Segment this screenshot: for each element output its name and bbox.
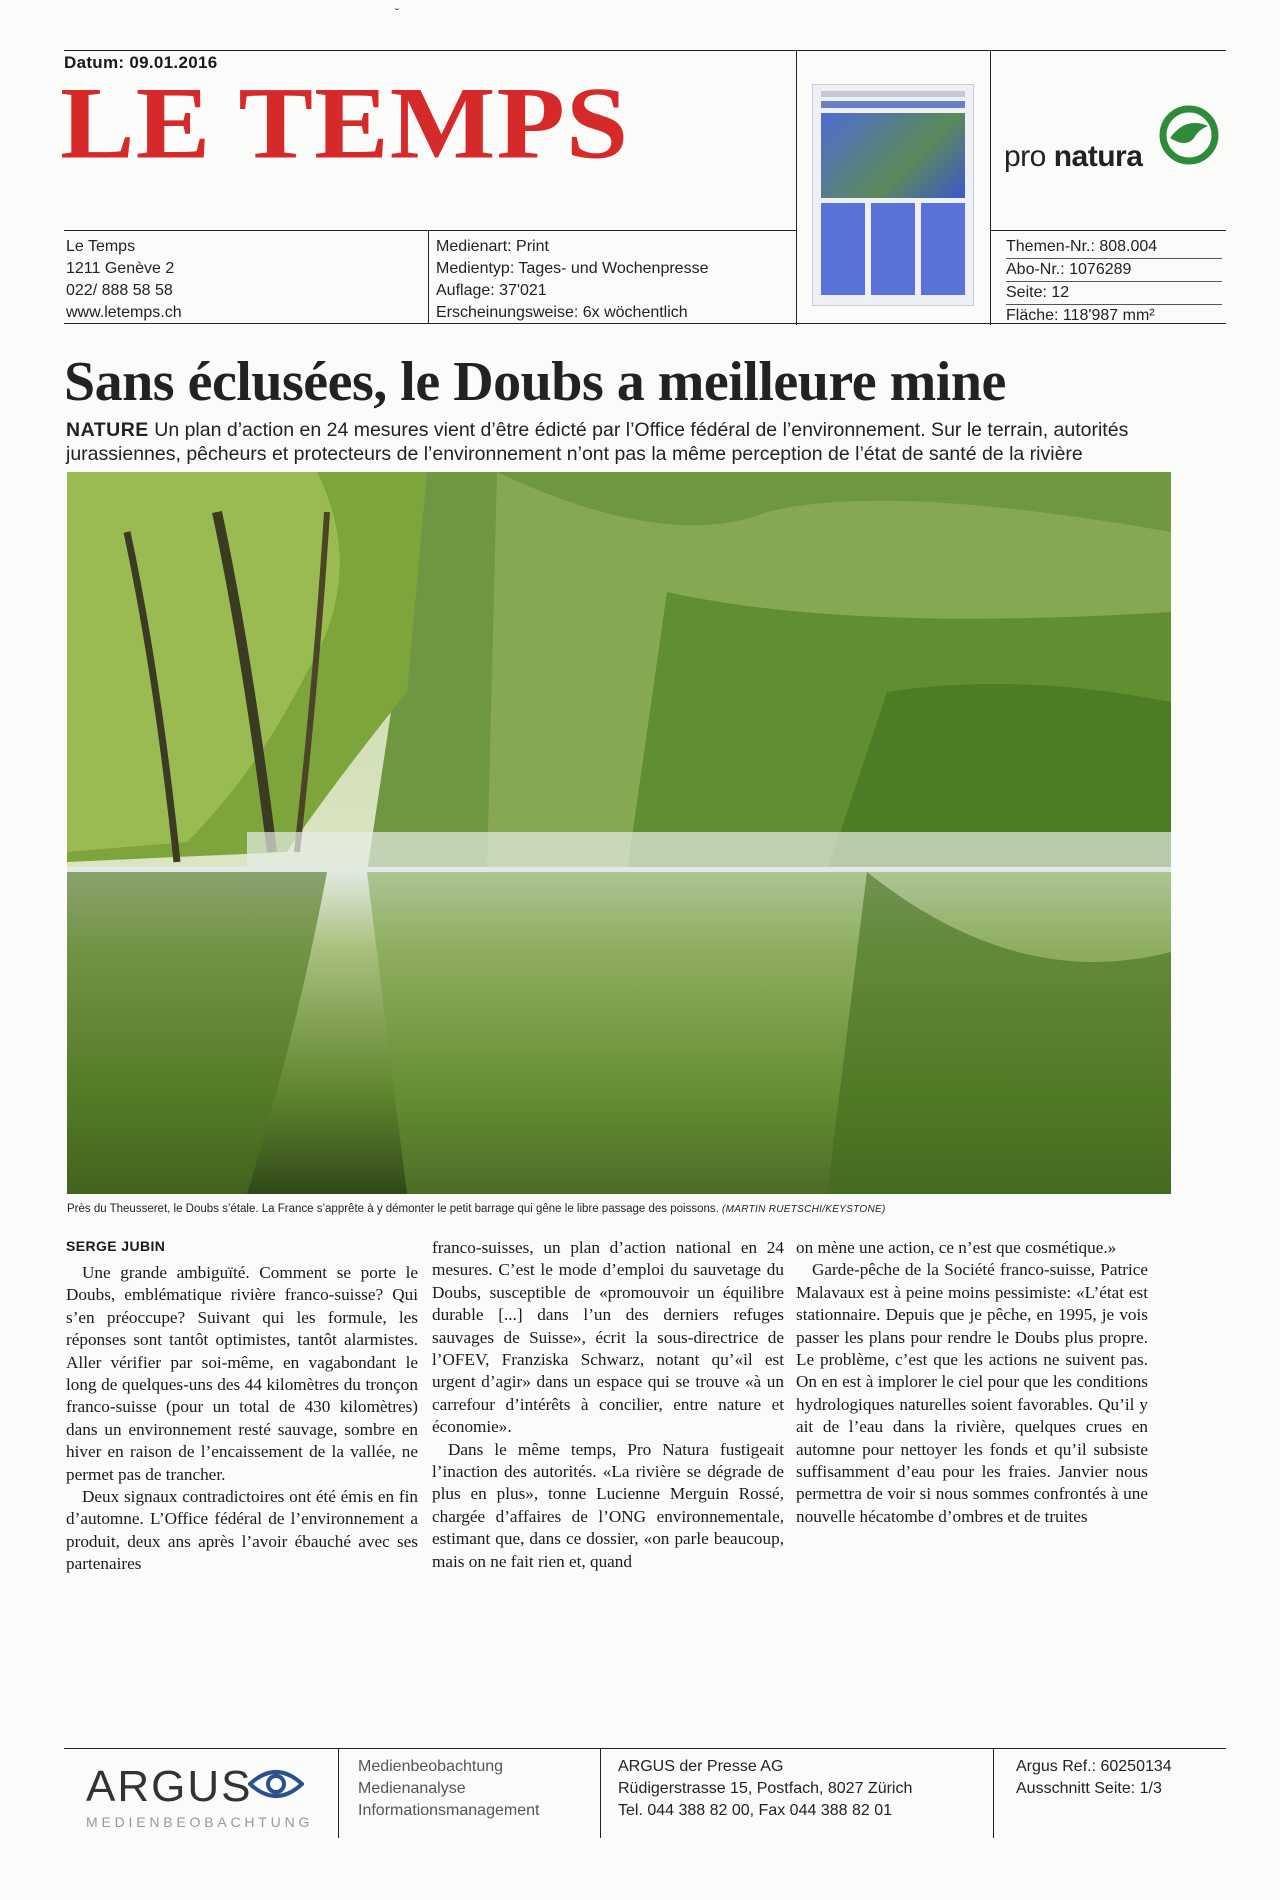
media-circulation: Auflage: 37'021 <box>436 282 547 299</box>
header-rule-mid-right <box>990 230 1226 231</box>
subscription-number: Abo-Nr.: 1076289 <box>1006 259 1222 282</box>
footer-divider <box>600 1748 601 1838</box>
company-street: Rüdigerstrasse 15, Postfach, 8027 Zürich <box>618 1780 913 1797</box>
media-frequency: Erscheinungsweise: 6x wöchentlich <box>436 304 688 321</box>
service-item: Medienanalyse <box>358 1780 466 1797</box>
lead-text: Un plan d’action en 24 mesures vient d’être édicté par l’Office fédéral de l’environnement. Sur le terrain, autorités jurassiennes, pêcheurs et protecteurs de l’environnement n’ont pas la même perception de l’état de santé de la rivière <box>66 419 1129 465</box>
theme-number: Themen-Nr.: 808.004 <box>1006 236 1222 259</box>
scan-mark: ˘ <box>395 6 399 20</box>
header-rule-mid <box>64 230 796 231</box>
clipping-meta <box>1006 236 1222 327</box>
paragraph: Deux signaux contradictoires ont été émis en fin d’automne. L’Office fédéral de l’environnement a produit, deux ans après l’avoir ébauché avec ses partenaires <box>66 1487 418 1574</box>
client-name-light: pro <box>1004 140 1054 173</box>
company-name: ARGUS der Presse AG <box>618 1758 784 1775</box>
publisher-name: Le Temps <box>66 238 136 255</box>
pronatura-emblem-icon <box>1158 104 1220 166</box>
header-rule-top <box>64 50 1226 51</box>
publisher-phone: 022/ 888 58 58 <box>66 282 173 299</box>
reference-number: Argus Ref.: 60250134 <box>1016 1758 1172 1775</box>
publisher-address: 1211 Genève 2 <box>66 260 175 277</box>
page-thumbnail <box>812 84 974 306</box>
publisher-info <box>66 236 182 324</box>
caption-text: Près du Theusseret, le Doubs s’étale. La France s’apprête à y démonter le petit barrage qui gêne le libre passage des poissons. <box>67 1203 723 1215</box>
paragraph: Garde-pêche de la Société franco-suisse, Patrice Malavaux est à peine moins pessimiste: «L’état est stationnaire. Depuis que je pêche, en 1995, je vois passer les plans pour rendre le Doubs plus propre. Le problème, c’est que les actions ne suivent pas. On en est à implorer le ciel pour que les conditions hydrologiques naturelles soient favorables. Qu’il y ait de l’eau dans la rivière, quelques crues en automne pour nettoyer les fonds et qu’il subsiste suffisamment d’eau pour les fraies. Janvier nous permettra de voir si nous sommes confrontés à une nouvelle hécatombe d’ombres et de truites <box>796 1260 1148 1526</box>
footer-divider <box>338 1748 339 1838</box>
client-logo <box>1004 140 1142 174</box>
clipping-page: Ausschnitt Seite: 1/3 <box>1016 1780 1162 1797</box>
argus-reference <box>1016 1756 1172 1800</box>
article-column-2 <box>432 1237 784 1573</box>
argus-services <box>358 1756 539 1822</box>
info-divider <box>428 230 429 323</box>
argus-address <box>618 1756 912 1822</box>
media-info <box>436 236 708 324</box>
date-label: Datum: 09.01.2016 <box>64 53 218 72</box>
publication-logo: LE TEMPS <box>60 66 630 181</box>
paragraph: Une grande ambiguïté. Comment se porte le Doubs, emblématique rivière franco-suisse? Qui s’en préoccupe? Suivant qui les formule, les réponses sont tantôt optimistes, tantôt alarmistes. Aller vérifier par soi-même, en vagabondant le long de quelques-uns des 44 kilomètres du tronçon franco-suisse (pour un total de 430 kilomètres) dans un environnement resté sauvage, sombre en hiver en raison de l’encaissement de la vallée, ne permet pas de trancher. <box>66 1263 418 1484</box>
article-byline: SERGE JUBIN <box>66 1238 166 1254</box>
photo-caption <box>67 1203 886 1215</box>
paragraph: franco-suisses, un plan d’action national en 24 mesures. C’est le mode d’emploi du sauvetage du Doubs, susceptible de «promouvoir un équilibre durable [...] dans l’un des derniers refuges sauvages de Suisse», écrit la sous-directrice de l’OFEV, Franziska Schwarz, notant qu’«il est urgent d’agir» dans un espace qui se trouve «à un carrefour d’intérêts à concilier, entre nature et économie». <box>432 1238 784 1437</box>
area: Fläche: 118'987 mm² <box>1006 307 1155 324</box>
article-column-1 <box>66 1262 418 1576</box>
paragraph: Dans le même temps, Pro Natura fustigeait l’inaction des autorités. «La rivière se dégrade de plus en plus», tonne Lucienne Merguin Rossé, chargée d’affaires de l’ONG environnementale, estimant que, dans ce dossier, «on parle beaucoup, mais on ne fait rien et, quand <box>432 1439 784 1571</box>
article-lead <box>66 418 1226 466</box>
footer-rule <box>64 1748 1226 1749</box>
header-divider <box>990 50 991 325</box>
service-item: Informationsmanagement <box>358 1802 540 1819</box>
page-number: Seite: 12 <box>1006 282 1222 305</box>
company-contact: Tel. 044 388 82 00, Fax 044 388 82 01 <box>618 1802 892 1819</box>
client-name-bold: natura <box>1053 140 1143 173</box>
article-column-3 <box>796 1237 1148 1528</box>
article-headline: Sans éclusées, le Doubs a meilleure mine <box>64 351 1006 413</box>
eye-icon <box>248 1766 304 1802</box>
argus-logo: ARGUS <box>86 1762 253 1811</box>
footer-divider <box>993 1748 994 1838</box>
header-divider <box>796 50 797 325</box>
media-category: Medientyp: Tages- und Wochenpresse <box>436 260 709 277</box>
service-item: Medienbeobachtung <box>358 1758 504 1775</box>
article-kicker: NATURE <box>66 419 149 441</box>
river-photo <box>67 472 1171 1194</box>
publisher-website: www.letemps.ch <box>66 304 182 321</box>
media-type: Medienart: Print <box>436 238 549 255</box>
photo-credit: (MARTIN RUETSCHI/KEYSTONE) <box>722 1204 886 1215</box>
argus-tagline: MEDIENBEOBACHTUNG <box>86 1814 314 1830</box>
paragraph: on mène une action, ce n’est que cosmétique.» <box>796 1238 1117 1257</box>
